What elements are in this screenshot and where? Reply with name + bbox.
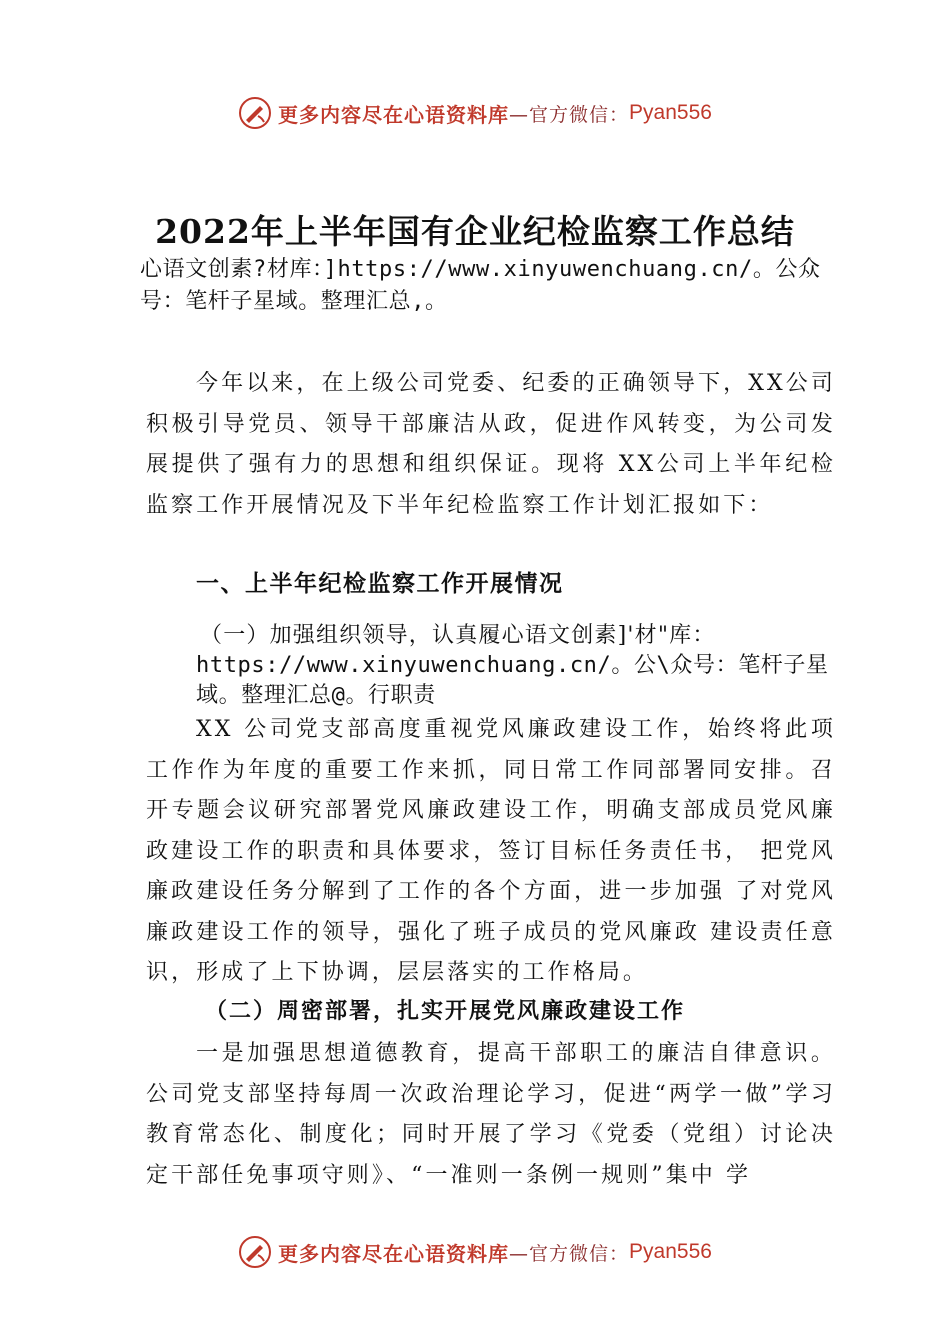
section-1-heading: 一、上半年纪检监察工作开展情况 xyxy=(196,571,564,597)
banner-wechat-id: Pyan556 xyxy=(629,101,712,124)
banner-wechat-label: —官方微信： xyxy=(509,103,630,126)
footer-banner xyxy=(0,1235,950,1269)
brush-logo-icon xyxy=(238,1235,272,1269)
paragraph-2 xyxy=(146,1034,836,1196)
paragraph-1 xyxy=(146,710,836,994)
banner-wechat-label: —官方微信： xyxy=(509,1242,630,1265)
subsection-2-heading: （二）周密部署，扎实开展党风廉政建设工作 xyxy=(205,998,686,1024)
paragraph-1-text: XX 公司党支部高度重视党风廉政建设工作，始终将此项工作作为年度的重要工作来抓，同日常工作同部署同安排。召开专题会议研究部署党风廉政建设工作，明确支部成员党风廉政建设工作的职责和具体要求，签订目标任务责任书， 把党风廉政建设任务分解到了工作的各个方面，进一步加强 了对党风廉政建设工作的领导，强化了班子成员的党风廉政 建设责任意识，形成了上下协调，层层落实的工作格局。 xyxy=(146,717,836,985)
document-title: 2022年上半年国有企业纪检监察工作总结 xyxy=(155,212,795,251)
intro-text: 今年以来，在上级公司党委、纪委的正确领导下，XX公司积极引导党员、领导干部廉洁从政，促进作风转变，为公司发展提供了强有力的思想和组织保证。现将 XX公司上半年纪检监察工作开展情况及下半年纪检监察工作计划汇报如下： xyxy=(146,371,836,518)
header-banner xyxy=(0,96,950,130)
source-line-2: 号：笔杆子星域。整理汇总,。 xyxy=(140,289,448,314)
intro-paragraph xyxy=(146,364,836,526)
banner-text: 更多内容尽在心语资料库 xyxy=(278,1241,510,1266)
banner-text: 更多内容尽在心语资料库 xyxy=(278,102,510,127)
subsection-1-heading-line-1: （一）加强组织领导，认真履心语文创素]'材"库： xyxy=(200,623,716,648)
banner-wechat-id: Pyan556 xyxy=(629,1240,712,1263)
subsection-1-heading-line-2: https://www.xinyuwenchuang.cn/。公\众号：笔杆子星 xyxy=(196,653,829,678)
paragraph-2-text: 一是加强思想道德教育，提高干部职工的廉洁自律意识。公司党支部坚持每周一次政治理论学习，促进“两学一做”学习教育常态化、制度化；同时开展了学习《党委（党组）讨论决定干部任免事项守则》、“一准则一条例一规则”集中 学 xyxy=(146,1041,836,1188)
source-line-1: 心语文创素?材库：]https://www.xinyuwenchuang.cn/。公众 xyxy=(140,257,821,282)
brush-logo-icon xyxy=(238,96,272,130)
subsection-1-heading-line-3: 域。整理汇总@。行职责 xyxy=(196,683,436,708)
